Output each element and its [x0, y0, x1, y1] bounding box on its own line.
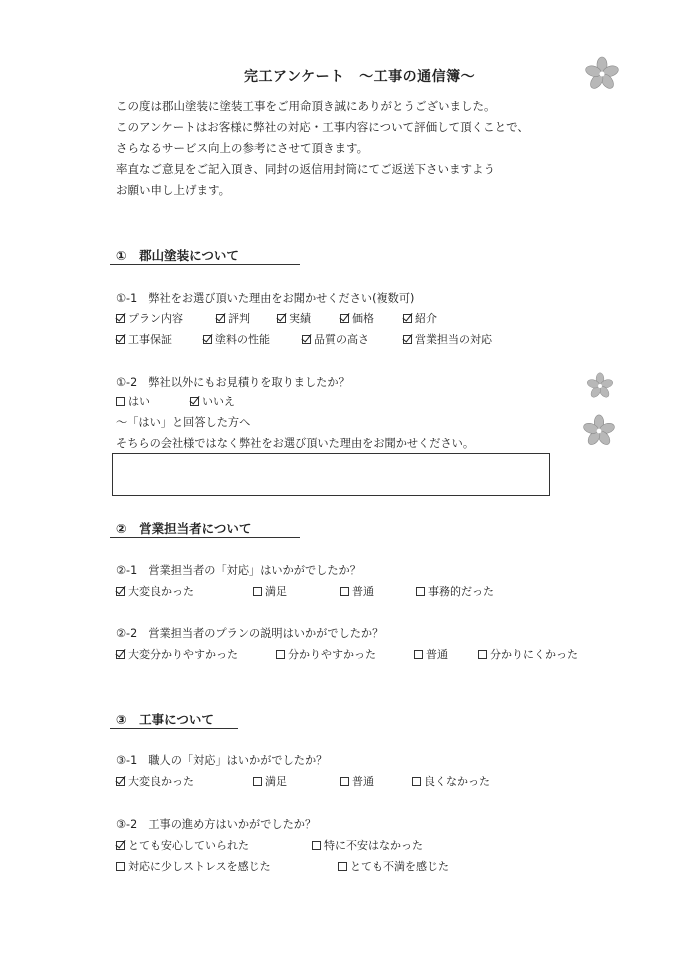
option[interactable]: [412, 773, 490, 789]
option[interactable]: [116, 858, 271, 874]
option-label: 普通: [426, 648, 448, 661]
option[interactable]: [203, 331, 270, 347]
option-label: 大変良かった: [128, 585, 194, 598]
option-label: いいえ: [202, 395, 235, 408]
checkbox[interactable]: [312, 841, 321, 850]
option[interactable]: [253, 773, 287, 789]
section-heading-2: ② 営業担当者について: [116, 521, 252, 536]
checkbox[interactable]: [116, 335, 125, 344]
sakura-flower-icon: [582, 414, 616, 448]
option[interactable]: [312, 837, 423, 853]
option[interactable]: [478, 646, 578, 662]
checkbox[interactable]: [276, 650, 285, 659]
section-underline: [110, 264, 300, 265]
checkbox[interactable]: [116, 841, 125, 850]
checkbox[interactable]: [203, 335, 212, 344]
question-1-1: ①-1 弊社をお選び頂いた理由をお聞かせください(複数可): [116, 292, 415, 305]
checkbox[interactable]: [116, 777, 125, 786]
checkbox[interactable]: [338, 862, 347, 871]
option[interactable]: [116, 773, 194, 789]
option[interactable]: [116, 310, 183, 326]
question-2-2: ②-2 営業担当者のプランの説明はいかがでしたか？: [116, 627, 384, 640]
option-label: 良くなかった: [424, 775, 490, 788]
option-label: 事務的だった: [428, 585, 494, 598]
section-heading-3: ③ 工事について: [116, 712, 214, 727]
checkbox[interactable]: [340, 777, 349, 786]
question-3-2: ③-2 工事の進め方はいかがでしたか？: [116, 818, 317, 831]
option-label: 普通: [352, 775, 374, 788]
checkbox[interactable]: [403, 314, 412, 323]
checkbox[interactable]: [416, 587, 425, 596]
option[interactable]: [338, 858, 449, 874]
checkbox[interactable]: [412, 777, 421, 786]
option-label: 大変分かりやすかった: [128, 648, 238, 661]
section-underline: [110, 728, 238, 729]
option[interactable]: [116, 393, 150, 409]
intro-line: 率直なご意見をご記入頂き、同封の返信用封筒にてご返送下さいますよう: [116, 162, 496, 176]
checkbox[interactable]: [253, 587, 262, 596]
question-1-2: ①-2 弊社以外にもお見積りを取りましたか？: [116, 376, 350, 389]
option-label: 品質の高さ: [314, 333, 369, 346]
option[interactable]: [216, 310, 250, 326]
intro-line: このアンケートはお客様に弊社の対応・工事内容について評価して頂くことで、: [116, 120, 529, 134]
checkbox[interactable]: [340, 587, 349, 596]
checkbox[interactable]: [253, 777, 262, 786]
option[interactable]: [116, 646, 238, 662]
option-label: 分かりやすかった: [288, 648, 376, 661]
intro-line: この度は郡山塗装に塗装工事をご用命頂き誠にありがとうございました。: [116, 99, 496, 113]
followup-note: ～「はい」と回答した方へ: [116, 416, 251, 429]
option-label: 対応に少しストレスを感じた: [128, 860, 271, 873]
option[interactable]: [340, 583, 374, 599]
section-heading-1: ① 郡山塗装について: [116, 248, 239, 263]
followup-question: そちらの会社様ではなく弊社をお選び頂いた理由をお聞かせください。: [116, 437, 475, 450]
option-label: とても不満を感じた: [350, 860, 449, 873]
option[interactable]: [116, 837, 249, 853]
option-label: 塗料の性能: [215, 333, 270, 346]
option-label: 普通: [352, 585, 374, 598]
option-label: 営業担当の対応: [415, 333, 492, 346]
question-2-1: ②-1 営業担当者の「対応」はいかがでしたか？: [116, 564, 361, 577]
sakura-flower-icon: [584, 56, 620, 92]
option[interactable]: [116, 331, 172, 347]
option-label: 大変良かった: [128, 775, 194, 788]
option[interactable]: [340, 310, 374, 326]
option[interactable]: [116, 583, 194, 599]
option-label: とても安心していられた: [128, 839, 249, 852]
option[interactable]: [302, 331, 369, 347]
option[interactable]: [414, 646, 448, 662]
option[interactable]: [190, 393, 235, 409]
option-label: 満足: [265, 775, 287, 788]
option-label: 紹介: [415, 312, 437, 325]
checkbox[interactable]: [116, 587, 125, 596]
intro-line: お願い申し上げます。: [116, 183, 231, 197]
sakura-flower-icon: [586, 372, 614, 400]
option-label: 満足: [265, 585, 287, 598]
option[interactable]: [403, 331, 492, 347]
option[interactable]: [276, 646, 376, 662]
checkbox[interactable]: [190, 397, 199, 406]
section-underline: [110, 537, 300, 538]
checkbox[interactable]: [277, 314, 286, 323]
option-label: 分かりにくかった: [490, 648, 578, 661]
checkbox[interactable]: [116, 862, 125, 871]
page-title: 完工アンケート ～工事の通信簿～: [244, 69, 476, 85]
option[interactable]: [277, 310, 311, 326]
reason-answer-text: [113, 454, 549, 462]
option[interactable]: [340, 773, 374, 789]
option-label: 工事保証: [128, 333, 172, 346]
checkbox[interactable]: [116, 650, 125, 659]
question-3-1: ③-1 職人の「対応」はいかがでしたか？: [116, 754, 328, 767]
checkbox[interactable]: [116, 314, 125, 323]
option-label: 価格: [352, 312, 374, 325]
checkbox[interactable]: [478, 650, 487, 659]
checkbox[interactable]: [414, 650, 423, 659]
checkbox[interactable]: [403, 335, 412, 344]
option[interactable]: [416, 583, 494, 599]
intro-line: さらなるサービス向上の参考にさせて頂きます。: [116, 141, 369, 155]
option-label: 実績: [289, 312, 311, 325]
checkbox[interactable]: [302, 335, 311, 344]
option-label: プラン内容: [128, 312, 183, 325]
checkbox[interactable]: [216, 314, 225, 323]
option-label: はい: [128, 395, 150, 408]
option-label: 評判: [228, 312, 250, 325]
option[interactable]: [253, 583, 287, 599]
option-label: 特に不安はなかった: [324, 839, 423, 852]
checkbox[interactable]: [116, 397, 125, 406]
intro-paragraph: [116, 96, 529, 201]
reason-answer-box[interactable]: [112, 453, 550, 496]
option[interactable]: [403, 310, 437, 326]
checkbox[interactable]: [340, 314, 349, 323]
